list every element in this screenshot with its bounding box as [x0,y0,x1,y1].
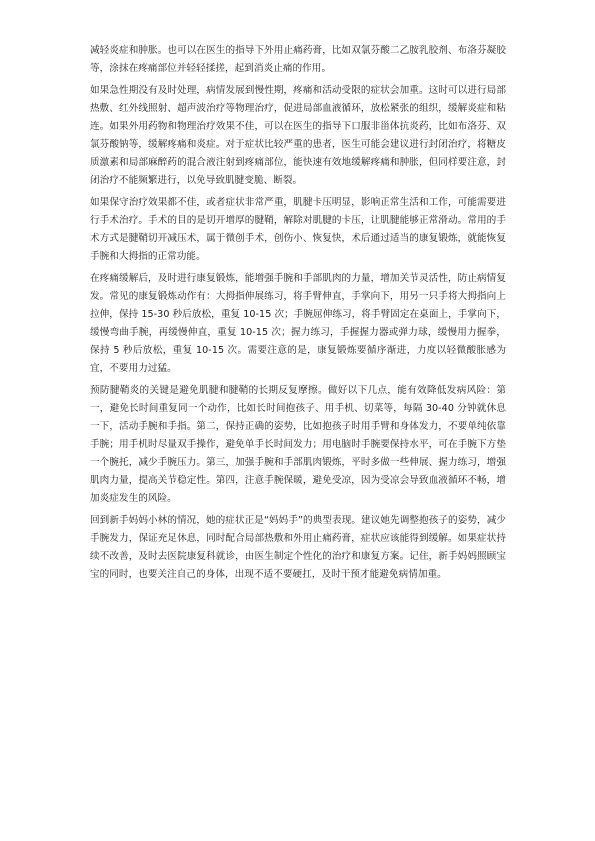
paragraph-surgical-treatment: 如果保守治疗效果都不佳，或者症状非常严重，肌腱卡压明显，影响正常生活和工作，可能需要进行手术治疗。手术的目的是切开增厚的腱鞘，解除对肌腱的卡压，让肌腱能够正常滑动。常用的手术方式是腱鞘切开减压术，属于微创手术，创伤小、恢复快，术后通过适当的康复锻炼，就能恢复手腕和大拇指的正常功能。 [90,197,506,262]
paragraph-rehabilitation-exercise: 在疼痛缓解后，及时进行康复锻炼，能增强手腕和手部肌肉的力量，增加关节灵活性，防止病情复发。常见的康复锻炼动作有：大拇指伸展练习，将手臂伸直，手掌向下，用另一只手将大拇指向上拉伸，保持 15-30 秒后放松，重复 10-15 次；手腕屈伸练习，将手臂固定在桌面上，手掌向下，缓慢弯曲手腕，再缓慢伸直，重复 10-15 次；握力练习，手握握力器或弹力球，缓慢用力握拳，保持 5 秒后放松，重复 10-15 次。需要注意的是，康复锻炼要循序渐进，力度以轻微酸胀感为宜，不要用力过猛。 [90,273,506,374]
paragraph-prevention: 预防腱鞘炎的关键是避免肌腱和腱鞘的长期反复摩擦。做好以下几点，能有效降低发病风险：第一，避免长时间重复同一个动作，比如长时间抱孩子、用手机、切菜等，每隔 30-40 分钟就休息一下，活动手腕和手指。第二，保持正确的姿势，比如抱孩子时用手臂和身体发力，不要单纯依靠手腕；用手机时尽量双手操作，避免单手长时间发力；用电脑时手腕要保持水平，可在手腕下方垫一个腕托，减少手腕压力。第三，加强手腕和手部肌肉锻炼，平时多做一些伸展、握力练习，增强肌肉力量，提高关节稳定性。第四，注意手腕保暖，避免受凉，因为受凉会导致血液循环不畅，增加炎症发生的风险。 [90,385,506,504]
paragraph-anti-inflammatory-topical: 减轻炎症和肿胀。也可以在医生的指导下外用止痛药膏，比如双氯芬酸二乙胺乳胶剂、布洛芬凝胶等，涂抹在疼痛部位并轻轻揉搓，起到消炎止痛的作用。 [90,45,506,74]
paragraph-chronic-phase-treatment: 如果急性期没有及时处理，病情发展到慢性期，疼痛和活动受限的症状会加重。这时可以进行局部热敷、红外线照射、超声波治疗等物理治疗，促进局部血液循环，放松紧张的组织，缓解炎症和粘连。如果外用药物和物理治疗效果不佳，可以在医生的指导下口服非甾体抗炎药，比如布洛芬、双氯芬酸钠等，缓解疼痛和炎症。对于症状比较严重的患者，医生可能会建议进行封闭治疗，将糖皮质激素和局部麻醉药的混合液注射到疼痛部位，能快速有效地缓解疼痛和肿胀，但同样要注意，封闭治疗不能频繁进行，以免导致肌腱变脆、断裂。 [90,85,506,186]
document-body [90,42,506,588]
paragraph-conclusion: 回到新手妈妈小林的情况，她的症状正是“妈妈手”的典型表现。建议她先调整抱孩子的姿势，减少手腕发力，保证充足休息，同时配合局部热敷和外用止痛药膏，症状应该能得到缓解。如果症状持续不改善，及时去医院康复科就诊，由医生制定个性化的治疗和康复方案。记住，新手妈妈照顾宝宝的同时，也要关注自己的身体，出现不适不要硬扛，及时干预才能避免病情加重。 [90,515,506,580]
